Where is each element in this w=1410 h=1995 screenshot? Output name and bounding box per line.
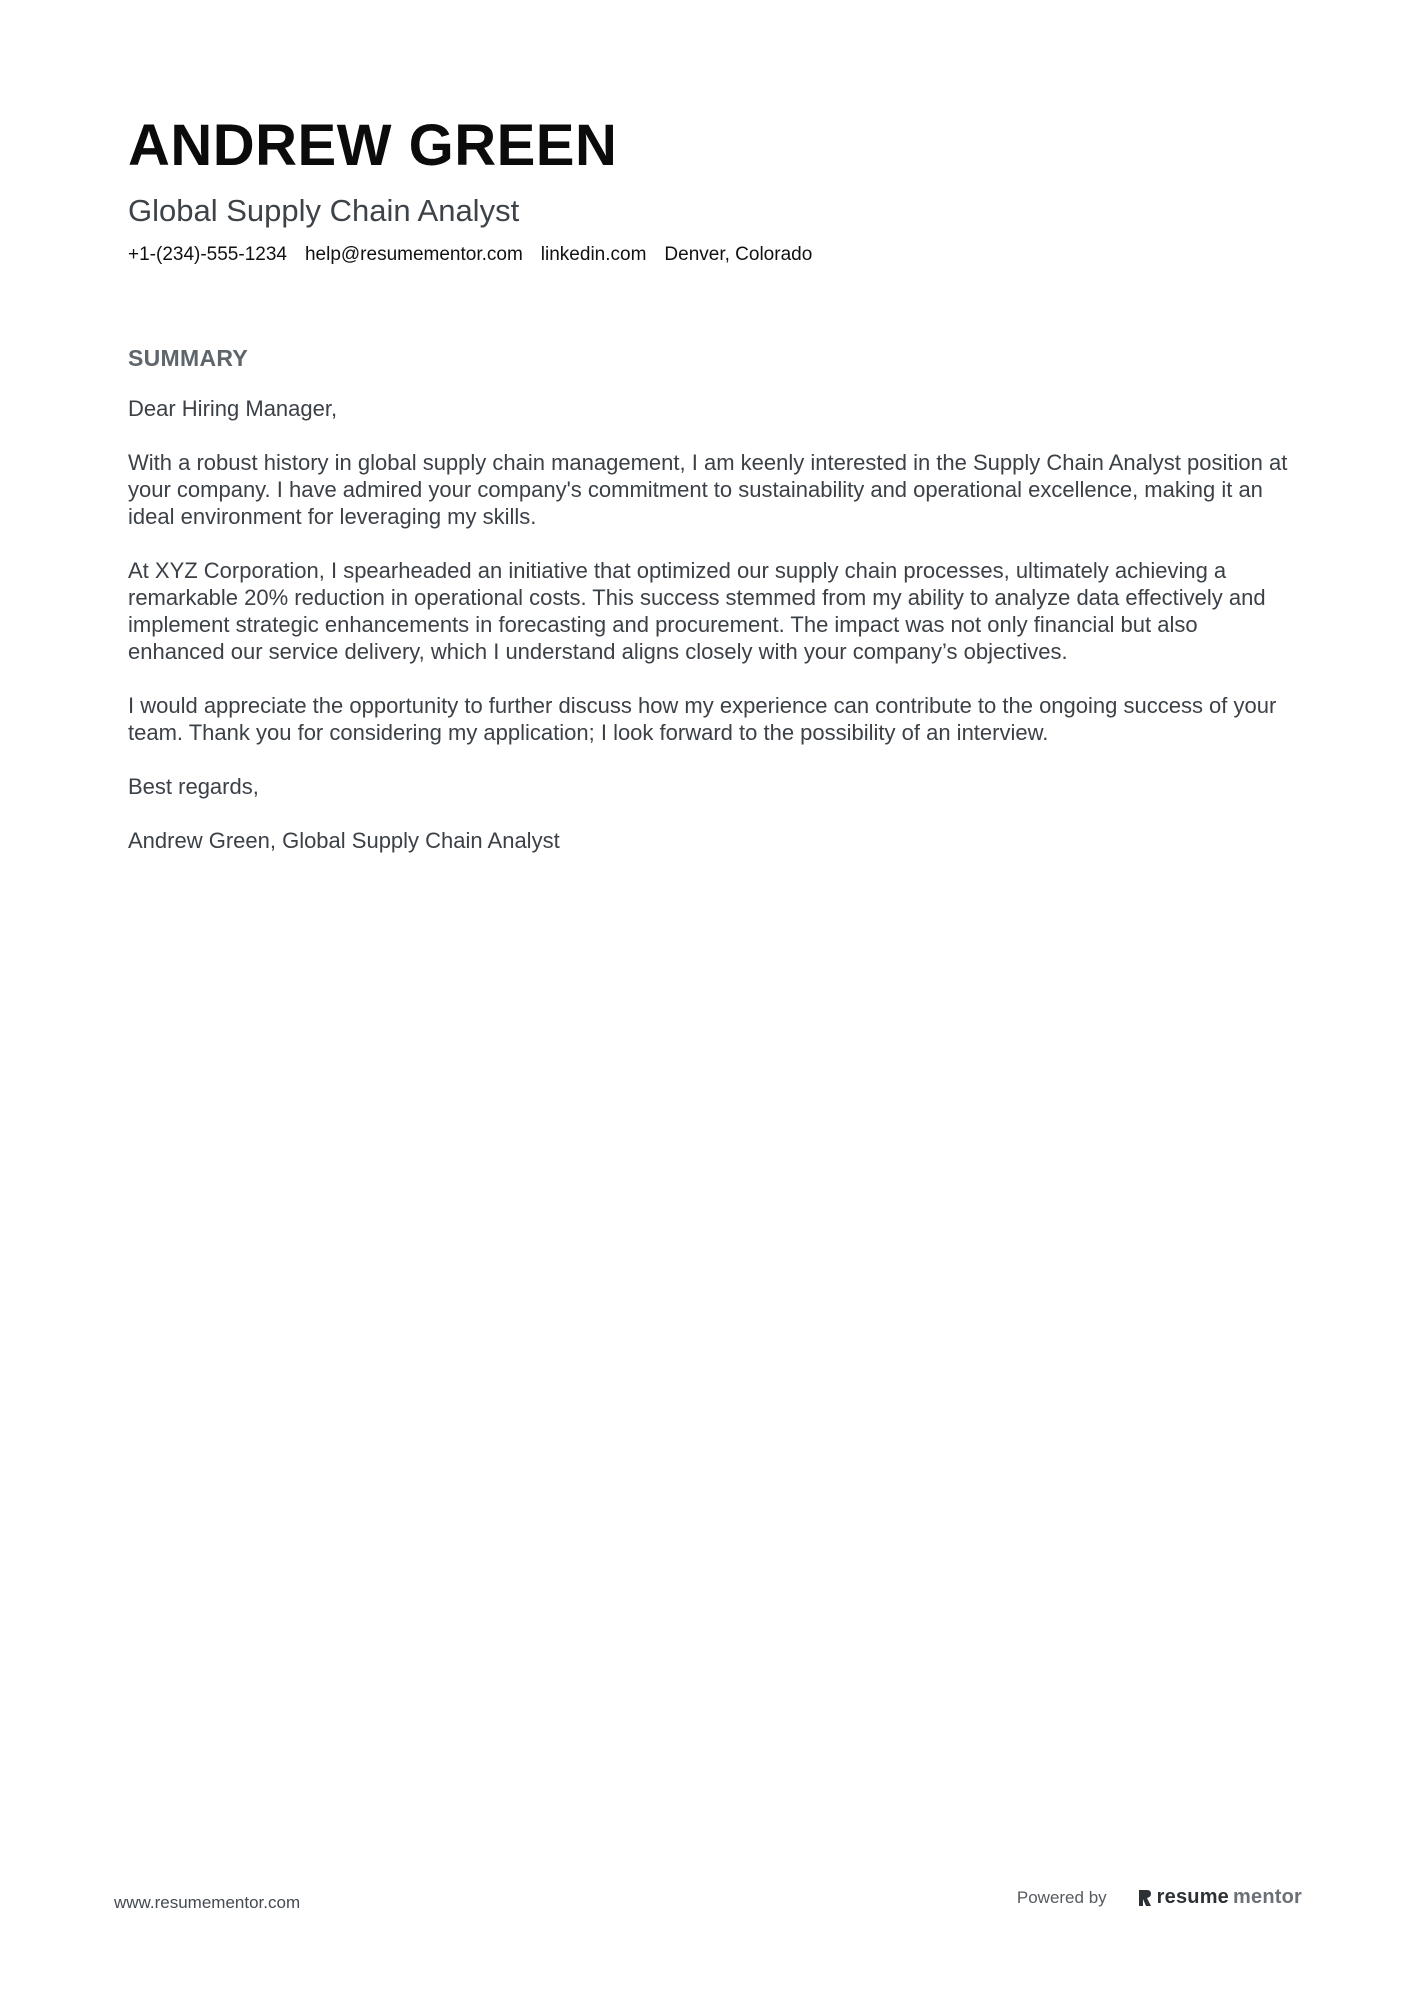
contact-line bbox=[128, 242, 1288, 268]
summary-section bbox=[128, 343, 1288, 881]
candidate-name: ANDREW GREEN bbox=[128, 113, 618, 178]
letter-signature: Andrew Green, Global Supply Chain Analyst bbox=[128, 828, 560, 853]
section-heading: SUMMARY bbox=[128, 345, 249, 371]
powered-by-label: Powered by bbox=[1016, 1887, 1107, 1907]
header bbox=[128, 112, 1288, 268]
contact-location: Denver, Colorado bbox=[664, 244, 813, 265]
letter-paragraph-2: At XYZ Corporation, I spearheaded an initiative that optimized our supply chain processes, ultimately achieving a remarkable 20% reduction in operational costs. This success stemmed from my ability to analyze data effectively and implement strategic enhancements in forecasting and procurement. The impact was not only financial but also enhanced our service delivery, which I understand aligns closely with your company’s objectives. bbox=[128, 558, 1266, 664]
brand-name-part2: mentor bbox=[1233, 1886, 1302, 1908]
letter-closing: Best regards, bbox=[128, 774, 259, 799]
contact-linkedin[interactable]: linkedin.com bbox=[540, 244, 647, 265]
footer-website[interactable]: www.resumementor.com bbox=[114, 1893, 301, 1912]
brand-logo[interactable] bbox=[1137, 1886, 1302, 1909]
brand-name-part1: resume bbox=[1156, 1886, 1230, 1908]
contact-email[interactable]: help@resumementor.com bbox=[304, 244, 523, 265]
footer-branding bbox=[1017, 1886, 1302, 1909]
resumementor-logo-icon bbox=[1137, 1888, 1153, 1908]
candidate-title: Global Supply Chain Analyst bbox=[128, 193, 520, 228]
letter-paragraph-3: I would appreciate the opportunity to further discuss how my experience can contribute to the ongoing success of your team. Thank you for considering my application; I look forward to the possibility of an interview. bbox=[128, 693, 1277, 745]
contact-phone: +1-(234)-555-1234 bbox=[128, 244, 287, 265]
letter-greeting: Dear Hiring Manager, bbox=[128, 396, 338, 421]
letter-paragraph-1: With a robust history in global supply chain management, I am keenly interested in the Supply Chain Analyst position at your company. I have admired your company's commitment to sustainability and operational excellence, making it an ideal environment for leveraging my skills. bbox=[128, 450, 1288, 529]
